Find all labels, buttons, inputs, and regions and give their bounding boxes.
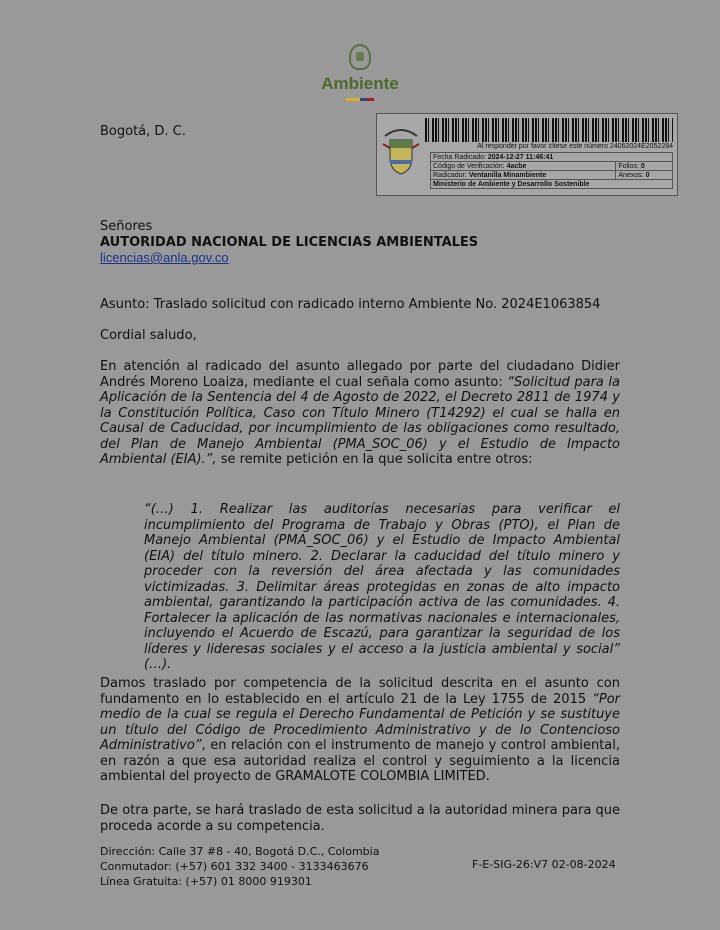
filing-stamp: [376, 113, 678, 196]
petition-quote: “(…) 1. Realizar las auditorías necesarias para verificar el incumplimiento del Programa de Trabajo y Obras (PTO), el Plan de Manejo Ambiental (PMA_SOC_06) y el Estudio de Impacto Ambiental (EIA) del título minero. 2. Declarar la caducidad del título minero y proceder con la reversión del área afectada y las comunidades victimizadas. 3. Delimitar áreas protegidas en zonas de alto impacto ambiental, garantizando la participación activa de las comunidades. 4. Fortalecer la aplicación de las normativas nacionales e internacionales, incluyendo el Acuerdo de Escazú, para garantizar la seguridad de los líderes y lideresas sociales y el acceso a la justicia ambiental y social” (…).: [144, 502, 620, 672]
stamp-fecha: Fecha Radicado: 2024-12-27 11:46:41: [431, 153, 673, 162]
logo-text: Ambiente: [321, 74, 399, 93]
form-code: F-E-SIG-26:V7 02-08-2024: [472, 858, 616, 871]
footer-contact: [100, 844, 379, 889]
colombia-shield-icon: [381, 122, 421, 178]
paragraph-2-quote: “Por medio de la cual se regula el Derecho Fundamental de Petición y se sustituye un título del Código de Procedimiento Administrativo y de lo Contencioso Administrativo”: [100, 691, 620, 753]
paragraph-1-quote: “Solicitud para la Aplicación de la Sentencia del 4 de Agosto de 2022, el Decreto 2811 de 1974 y la Constitución Política, Caso con Título Minero (T14292) el cual se halla en Causal de Caducidad, por incumplimiento de las obligaciones como resultado, del Plan de Manejo Ambiental (PMA_SOC_06) y el Estudio de Impacto Ambiental (EIA).”,: [100, 374, 620, 467]
paragraph-1-lead: En atención al radicado del asunto allegado por parte del ciudadano Didier Andrés Moreno Loaiza, mediante el cual señala como asunto:: [100, 359, 620, 390]
greeting: Cordial saludo,: [100, 328, 197, 343]
footer-phone: Conmutador: (+57) 601 332 3400 - 3133463676: [100, 860, 369, 873]
paragraph-2-lead: Damos traslado por competencia de la solicitud descrita en el asunto con fundamento en lo establecido en el artículo 21 de la Ley 1755 de 2015: [100, 676, 620, 707]
city-line: Bogotá, D. C.: [100, 124, 186, 139]
paragraph-2: [100, 676, 620, 785]
recipient-email-link[interactable]: licencias@anla.gov.co: [100, 250, 229, 265]
stamp-folios: Folios: 0: [616, 162, 673, 171]
barcode: [425, 118, 673, 142]
footer-address: Dirección: Calle 37 #8 - 40, Bogotá D.C., Colombia: [100, 845, 380, 858]
stamp-ministry: Ministerio de Ambiente y Desarrollo Sostenible: [431, 180, 673, 189]
flag-stripe: [346, 98, 374, 101]
paragraph-2-tail: , en relación con el instrumento de manejo y control ambiental, en razón a que esa autoridad realiza el control y seguimiento a la licencia ambiental del proyecto de GRAMALOTE COLOMBIA LIMITED.: [100, 738, 620, 784]
stamp-anexos: Anexos: 0: [616, 171, 673, 180]
stamp-codigo: Código de Verificación: 4acbe: [431, 162, 616, 171]
subject-line: Asunto: Traslado solicitud con radicado interno Ambiente No. 2024E1063854: [100, 297, 601, 312]
salutation: Señores: [100, 219, 153, 234]
stamp-radicador: Radicador: Ventanilla Minambiente: [431, 171, 616, 180]
stamp-table: [430, 152, 673, 189]
paragraph-1-tail: se remite petición en la que solicita entre otros:: [216, 452, 533, 467]
stamp-respond-text: Al responder por favor cítese este número 24062024E2052284: [477, 143, 673, 150]
paragraph-1: [100, 359, 620, 468]
recipient-block: [100, 219, 620, 267]
recipient-name: AUTORIDAD NACIONAL DE LICENCIAS AMBIENTALES: [100, 234, 479, 250]
paragraph-3: De otra parte, se hará traslado de esta solicitud a la autoridad minera para que proceda acorde a su competencia.: [100, 803, 620, 834]
footer-free-line: Línea Gratuita: (+57) 01 8000 919301: [100, 875, 312, 888]
ministry-logo: [300, 44, 420, 101]
coat-of-arms-icon: [349, 44, 371, 70]
